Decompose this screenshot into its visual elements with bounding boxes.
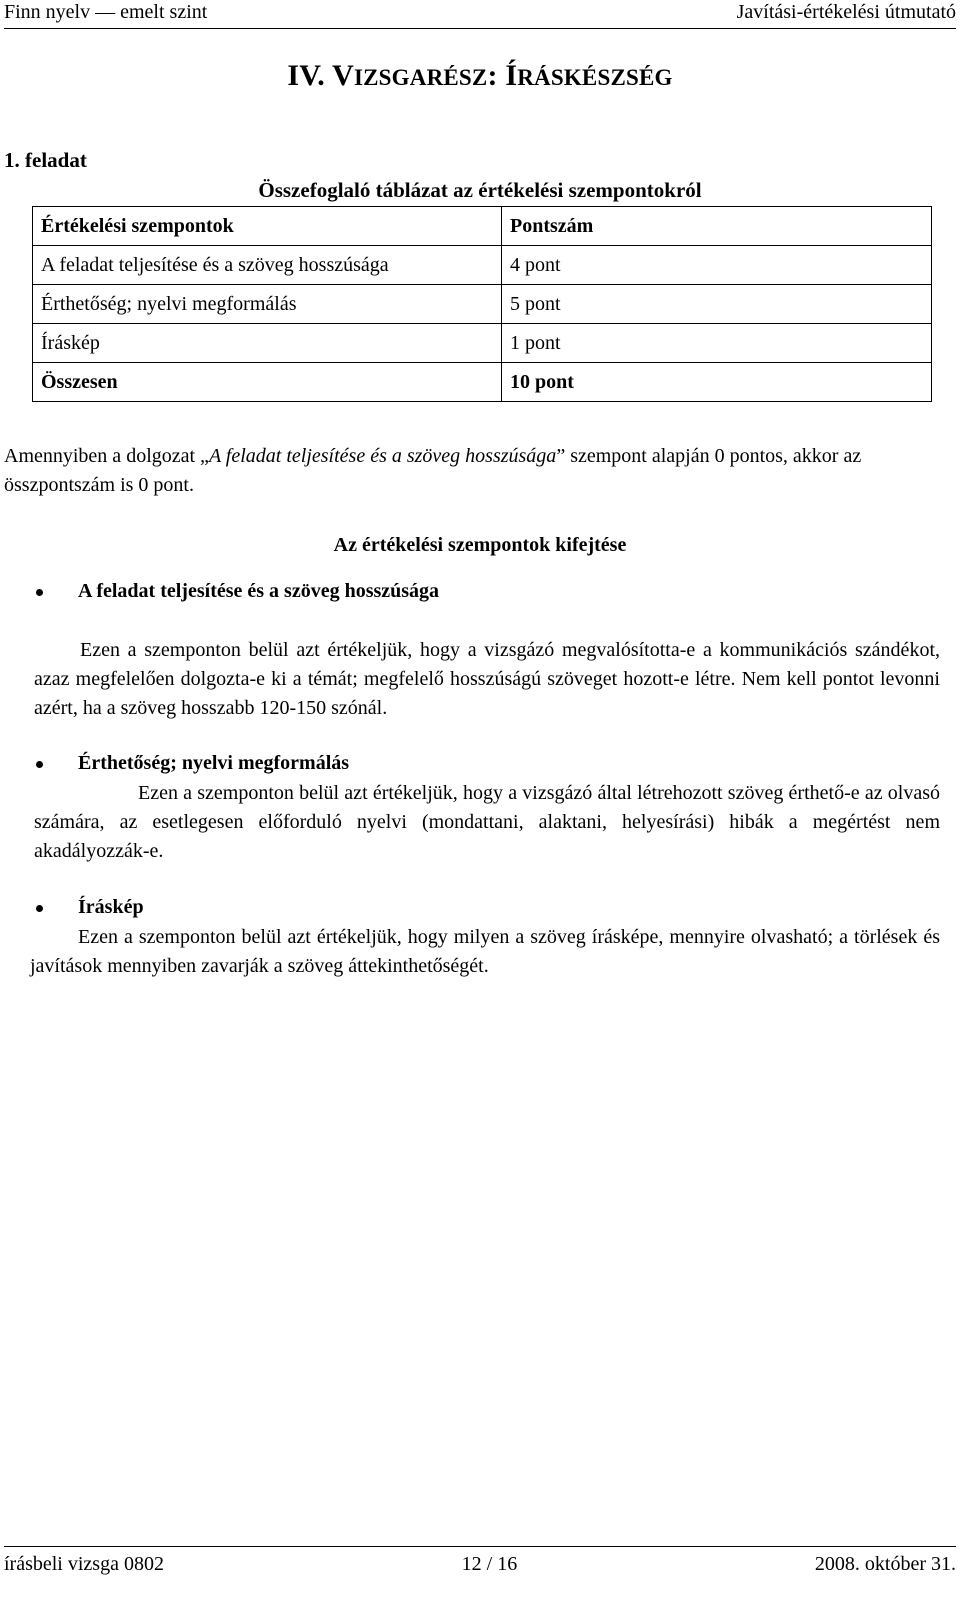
criteria-subtitle: Az értékelési szempontok kifejtése [333, 534, 627, 556]
bullet-dot-icon [36, 589, 43, 596]
table-header-row [33, 207, 932, 246]
criterion-title-text: Íráskép [78, 896, 144, 918]
section-title-separator: : Í [487, 59, 518, 92]
criterion-body: Ezen a szemponton belül azt értékeljük, hogy a vizsgázó megvalósította-e a kommunikációs szándékot, azaz megfelelően dolgozta-e ki a témát; megfelelő hosszúságú szöveget hozott-e létre. Nem kell pontot levonni azért, ha a szöveg hosszabb 120-150 szónál. [34, 639, 940, 719]
criterion-title-text: A feladat teljesítése és a szöveg hosszúsága [78, 580, 440, 602]
header-document-type: Javítási-értékelési útmutató [736, 1, 956, 23]
table-cell-criterion: A feladat teljesítése és a szöveg hosszúsága [33, 246, 502, 285]
table-cell-criterion: Érthetőség; nyelvi megformálás [33, 285, 502, 324]
note-text-after: ” szempont alapján 0 pontos, akkor az összpontszám is 0 pont. [4, 445, 862, 496]
table-row [33, 324, 932, 363]
criterion-body: Ezen a szemponton belül azt értékeljük, hogy a vizsgázó által létrehozott szöveg érthető-e az olvasó számára, az esetlegesen előforduló nyelvi (mondattani, alaktani, helyesírási) hibák a megértést nem akadályozzák-e. [34, 782, 940, 862]
table-row [33, 285, 932, 324]
footer-date: 2008. október 31. [814, 1553, 956, 1575]
criterion-body: Ezen a szemponton belül azt értékeljük, hogy milyen a szöveg írásképe, mennyire olvasható; a törlések és javítások mennyiben zavarják a szöveg áttekinthetőségét. [30, 926, 940, 977]
zero-point-note [4, 442, 944, 500]
section-title-smallcaps-2: RÁSKÉSZSÉG [517, 65, 673, 90]
criterion-title-1 [44, 580, 439, 603]
table-total-label: Összesen [33, 363, 502, 402]
criterion-text-1 [34, 636, 940, 723]
criterion-text-3 [30, 923, 940, 981]
bullet-dot-icon [36, 761, 43, 768]
table-cell-points: 1 pont [502, 324, 932, 363]
table-cell-points: 5 pont [502, 285, 932, 324]
table-cell-points: 4 pont [502, 246, 932, 285]
footer-page-number: 12 / 16 [461, 1553, 518, 1575]
table-caption: Összefoglaló táblázat az értékelési szempontokról [258, 178, 702, 202]
table-total-points: 10 pont [502, 363, 932, 402]
summary-table [32, 206, 932, 402]
page-header [4, 0, 956, 29]
table-header-criteria: Értékelési szempontok [33, 207, 502, 246]
criterion-title-3 [44, 896, 144, 919]
criterion-title-2 [44, 752, 349, 775]
note-text-before: Amennyiben a dolgozat „ [4, 445, 209, 467]
task-label: 1. feladat [4, 148, 87, 172]
note-text-italic: A feladat teljesítése és a szöveg hosszúsága [208, 445, 557, 467]
header-subject: Finn nyelv — emelt szint [4, 1, 208, 23]
table-row [33, 246, 932, 285]
table-cell-criterion: Íráskép [33, 324, 502, 363]
section-title [0, 58, 960, 96]
table-total-row [33, 363, 932, 402]
bullet-dot-icon [36, 905, 43, 912]
table-header-points: Pontszám [502, 207, 932, 246]
section-title-smallcaps-1: IZSGARÉSZ [353, 65, 488, 90]
footer-exam-code: írásbeli vizsga 0802 [4, 1553, 164, 1575]
section-title-prefix: IV. V [287, 59, 354, 92]
page-footer [4, 1546, 956, 1576]
criterion-title-text: Érthetőség; nyelvi megformálás [78, 752, 350, 774]
criterion-text-2 [34, 779, 940, 866]
